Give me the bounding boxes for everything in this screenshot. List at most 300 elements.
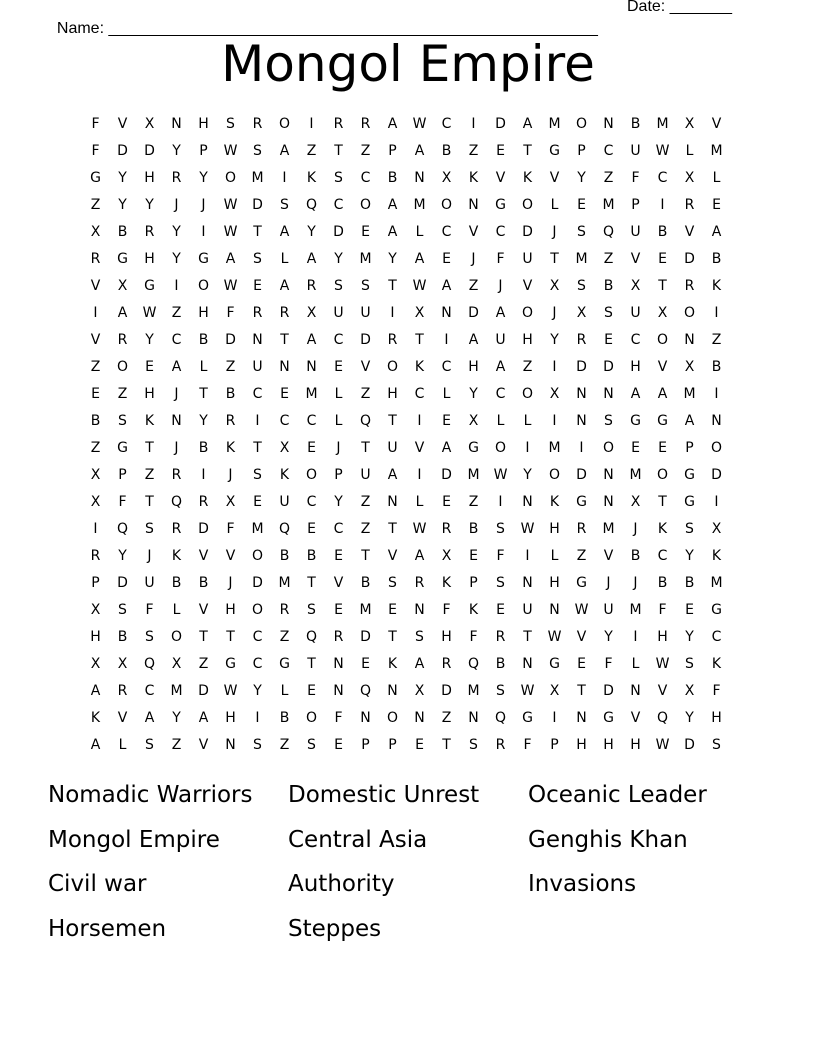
grid-letter: N: [306, 359, 317, 375]
grid-letter: Y: [145, 332, 154, 348]
grid-letter: M: [251, 521, 264, 537]
grid-letter: K: [468, 170, 479, 186]
grid-letter: B: [279, 548, 290, 564]
grid-letter: O: [197, 278, 210, 294]
grid-letter: O: [305, 467, 318, 483]
grid-letter: Y: [253, 683, 262, 699]
grid-row: [82, 165, 732, 192]
grid-row: [82, 543, 732, 570]
grid-letter: A: [522, 116, 533, 132]
grid-letter: A: [279, 143, 290, 159]
grid-letter: W: [223, 278, 238, 294]
grid-letter: M: [170, 683, 183, 699]
grid-letter: R: [495, 737, 506, 753]
grid-letter: K: [387, 656, 398, 672]
grid-letter: J: [552, 305, 557, 321]
grid-row: [82, 624, 732, 651]
grid-letter: P: [577, 143, 586, 159]
grid-letter: N: [387, 683, 398, 699]
grid-letter: U: [603, 602, 614, 618]
grid-letter: M: [359, 602, 372, 618]
grid-letter: S: [307, 602, 316, 618]
grid-letter: O: [656, 467, 669, 483]
grid-letter: R: [360, 116, 371, 132]
grid-letter: Z: [144, 467, 155, 483]
grid-letter: I: [390, 305, 395, 321]
grid-letter: C: [711, 629, 722, 645]
grid-letter: Q: [116, 521, 129, 537]
grid-letter: A: [387, 224, 398, 240]
grid-letter: F: [145, 602, 154, 618]
grid-letter: C: [252, 386, 263, 402]
grid-letter: C: [441, 359, 452, 375]
grid-letter: A: [90, 737, 101, 753]
grid-letter: A: [468, 332, 479, 348]
grid-letter: V: [495, 170, 506, 186]
grid-letter: H: [90, 629, 101, 645]
grid-row: [82, 489, 732, 516]
grid-letter: E: [442, 251, 451, 267]
grid-letter: J: [174, 197, 179, 213]
grid-letter: U: [630, 143, 641, 159]
grid-letter: F: [496, 251, 505, 267]
grid-letter: K: [225, 440, 236, 456]
grid-letter: R: [279, 602, 290, 618]
grid-letter: A: [279, 224, 290, 240]
header-fields: [48, 0, 748, 37]
grid-letter: S: [604, 413, 613, 429]
grid-letter: R: [576, 332, 587, 348]
grid-letter: D: [495, 116, 506, 132]
grid-letter: G: [630, 413, 641, 429]
grid-letter: N: [603, 116, 614, 132]
grid-letter: E: [469, 548, 478, 564]
grid-letter: U: [144, 575, 155, 591]
grid-letter: G: [711, 602, 722, 618]
grid-letter: Y: [685, 548, 694, 564]
grid-letter: A: [387, 467, 398, 483]
grid-letter: Q: [656, 710, 669, 726]
grid-letter: N: [603, 467, 614, 483]
grid-letter: K: [279, 467, 290, 483]
grid-letter: D: [333, 224, 344, 240]
grid-letter: L: [415, 494, 424, 510]
grid-letter: U: [630, 305, 641, 321]
grid-letter: B: [630, 116, 641, 132]
grid-letter: J: [201, 197, 206, 213]
grid-letter: I: [552, 413, 557, 429]
grid-letter: B: [198, 440, 209, 456]
grid-letter: J: [471, 251, 476, 267]
grid-letter: X: [414, 683, 425, 699]
grid-letter: Z: [279, 737, 290, 753]
grid-letter: H: [441, 629, 452, 645]
grid-letter: K: [441, 575, 452, 591]
grid-letter: W: [574, 602, 589, 618]
grid-letter: R: [117, 332, 128, 348]
grid-letter: A: [711, 224, 722, 240]
grid-letter: A: [198, 710, 209, 726]
grid-letter: D: [468, 305, 479, 321]
grid-letter: E: [496, 602, 505, 618]
grid-letter: Y: [118, 170, 127, 186]
grid-letter: N: [576, 413, 587, 429]
grid-letter: L: [685, 143, 694, 159]
grid-letter: S: [496, 575, 505, 591]
grid-letter: S: [361, 278, 370, 294]
grid-letter: S: [118, 602, 127, 618]
grid-letter: J: [174, 440, 179, 456]
grid-letter: X: [90, 494, 101, 510]
grid-letter: R: [171, 467, 182, 483]
grid-letter: L: [415, 224, 424, 240]
grid-letter: D: [198, 683, 209, 699]
grid-letter: Y: [307, 224, 316, 240]
grid-letter: B: [198, 575, 209, 591]
grid-letter: G: [225, 656, 236, 672]
grid-letter: A: [414, 251, 425, 267]
grid-letter: Y: [334, 251, 343, 267]
grid-letter: C: [333, 332, 344, 348]
grid-letter: O: [575, 116, 588, 132]
grid-letter: X: [549, 683, 560, 699]
grid-letter: R: [117, 683, 128, 699]
grid-letter: F: [496, 548, 505, 564]
grid-letter: N: [225, 737, 236, 753]
grid-letter: M: [710, 575, 723, 591]
grid-letter: R: [198, 494, 209, 510]
grid-letter: B: [279, 710, 290, 726]
grid-letter: O: [521, 305, 534, 321]
grid-letter: L: [118, 737, 127, 753]
grid-letter: A: [414, 656, 425, 672]
grid-letter: B: [198, 332, 209, 348]
grid-letter: L: [712, 170, 721, 186]
grid-row: [82, 381, 732, 408]
grid-letter: S: [685, 521, 694, 537]
grid-letter: Q: [467, 656, 480, 672]
grid-letter: W: [520, 683, 535, 699]
grid-letter: J: [552, 224, 557, 240]
grid-letter: X: [684, 170, 695, 186]
grid-letter: P: [388, 143, 397, 159]
grid-letter: T: [226, 629, 235, 645]
grid-letter: H: [198, 305, 209, 321]
grid-letter: W: [412, 521, 427, 537]
grid-letter: W: [655, 737, 670, 753]
grid-letter: M: [602, 521, 615, 537]
grid-letter: P: [91, 575, 100, 591]
grid-letter: Y: [550, 332, 559, 348]
grid-letter: F: [334, 710, 343, 726]
grid-letter: H: [603, 737, 614, 753]
grid-letter: N: [171, 413, 182, 429]
grid-letter: W: [655, 656, 670, 672]
grid-letter: T: [577, 683, 586, 699]
grid-letter: M: [710, 143, 723, 159]
grid-letter: E: [334, 602, 343, 618]
grid-letter: B: [684, 575, 695, 591]
grid-letter: I: [282, 170, 287, 186]
grid-letter: L: [550, 548, 559, 564]
grid-letter: G: [603, 710, 614, 726]
grid-row: [82, 273, 732, 300]
grid-letter: N: [414, 170, 425, 186]
grid-letter: R: [576, 521, 587, 537]
grid-letter: F: [712, 683, 721, 699]
grid-letter: F: [631, 170, 640, 186]
grid-letter: G: [684, 467, 695, 483]
grid-letter: T: [253, 440, 262, 456]
grid-letter: O: [683, 305, 696, 321]
grid-letter: R: [90, 251, 101, 267]
grid-letter: X: [144, 116, 155, 132]
grid-letter: Y: [334, 494, 343, 510]
grid-letter: X: [306, 305, 317, 321]
word-list-item: Authority: [288, 871, 395, 897]
grid-letter: W: [223, 224, 238, 240]
grid-letter: T: [388, 413, 397, 429]
grid-letter: G: [468, 440, 479, 456]
grid-letter: A: [441, 278, 452, 294]
grid-letter: H: [225, 602, 236, 618]
grid-letter: Y: [118, 197, 127, 213]
grid-letter: A: [306, 251, 317, 267]
grid-letter: I: [714, 386, 719, 402]
grid-letter: T: [361, 440, 370, 456]
grid-letter: D: [576, 467, 587, 483]
grid-letter: G: [495, 197, 506, 213]
grid-letter: D: [252, 575, 263, 591]
grid-letter: E: [685, 602, 694, 618]
grid-letter: Y: [145, 197, 154, 213]
grid-letter: X: [117, 278, 128, 294]
grid-letter: L: [334, 413, 343, 429]
grid-letter: N: [468, 197, 479, 213]
grid-letter: A: [279, 278, 290, 294]
grid-letter: S: [496, 683, 505, 699]
grid-letter: P: [334, 467, 343, 483]
grid-letter: V: [198, 737, 209, 753]
word-list-item: Civil war: [48, 871, 147, 897]
grid-letter: X: [441, 548, 452, 564]
grid-letter: C: [630, 332, 641, 348]
grid-letter: V: [198, 548, 209, 564]
grid-letter: B: [90, 413, 101, 429]
grid-letter: N: [387, 494, 398, 510]
grid-letter: O: [116, 359, 129, 375]
grid-letter: R: [684, 278, 695, 294]
grid-letter: E: [253, 278, 262, 294]
grid-letter: U: [522, 602, 533, 618]
grid-letter: J: [336, 440, 341, 456]
grid-letter: N: [603, 494, 614, 510]
grid-letter: C: [306, 494, 317, 510]
grid-letter: B: [603, 278, 614, 294]
grid-letter: V: [549, 170, 560, 186]
grid-letter: Z: [171, 305, 182, 321]
grid-letter: Q: [359, 683, 372, 699]
grid-letter: P: [361, 737, 370, 753]
grid-letter: C: [495, 224, 506, 240]
grid-letter: Q: [170, 494, 183, 510]
grid-letter: J: [498, 278, 503, 294]
grid-letter: E: [280, 386, 289, 402]
grid-letter: E: [307, 683, 316, 699]
grid-row: [82, 435, 732, 462]
grid-letter: I: [714, 494, 719, 510]
grid-row: [82, 219, 732, 246]
grid-letter: J: [228, 575, 233, 591]
grid-letter: V: [414, 440, 425, 456]
grid-letter: I: [309, 116, 314, 132]
grid-letter: R: [387, 332, 398, 348]
word-list-item: Mongol Empire: [48, 826, 220, 853]
grid-letter: O: [386, 359, 399, 375]
grid-letter: O: [170, 629, 183, 645]
grid-letter: A: [414, 548, 425, 564]
grid-letter: Z: [360, 521, 371, 537]
grid-letter: O: [521, 386, 534, 402]
grid-letter: J: [633, 521, 638, 537]
grid-letter: K: [468, 602, 479, 618]
grid-letter: X: [684, 683, 695, 699]
grid-letter: S: [118, 413, 127, 429]
grid-letter: I: [417, 413, 422, 429]
grid-row: [82, 300, 732, 327]
grid-letter: V: [333, 575, 344, 591]
grid-letter: L: [631, 656, 640, 672]
grid-letter: O: [602, 440, 615, 456]
grid-letter: M: [251, 170, 264, 186]
grid-letter: T: [388, 521, 397, 537]
grid-letter: O: [494, 440, 507, 456]
grid-letter: K: [711, 548, 722, 564]
grid-letter: X: [414, 305, 425, 321]
grid-letter: X: [225, 494, 236, 510]
grid-letter: D: [684, 251, 695, 267]
grid-letter: D: [603, 359, 614, 375]
grid-letter: D: [198, 521, 209, 537]
grid-letter: C: [252, 629, 263, 645]
grid-letter: N: [576, 386, 587, 402]
grid-letter: Z: [360, 386, 371, 402]
grid-letter: E: [91, 386, 100, 402]
grid-letter: Z: [90, 197, 101, 213]
word-list-item: Invasions: [528, 871, 637, 897]
grid-letter: P: [631, 197, 640, 213]
grid-letter: T: [415, 332, 424, 348]
grid-letter: G: [198, 251, 209, 267]
grid-letter: U: [630, 224, 641, 240]
grid-letter: V: [630, 251, 641, 267]
grid-letter: H: [549, 575, 560, 591]
word-list-item: Oceanic Leader: [528, 782, 707, 808]
grid-letter: C: [441, 224, 452, 240]
grid-letter: R: [495, 629, 506, 645]
grid-letter: B: [657, 575, 668, 591]
grid-letter: W: [412, 278, 427, 294]
grid-letter: Q: [305, 197, 318, 213]
letter-grid: [82, 111, 732, 759]
grid-letter: S: [145, 737, 154, 753]
grid-letter: E: [334, 548, 343, 564]
grid-letter: B: [360, 575, 371, 591]
grid-letter: I: [444, 332, 449, 348]
grid-letter: O: [386, 710, 399, 726]
grid-letter: H: [468, 359, 479, 375]
name-field: Name: _______________________________________________________: [56, 20, 598, 37]
grid-letter: L: [280, 251, 289, 267]
grid-letter: O: [656, 332, 669, 348]
grid-letter: Q: [602, 224, 615, 240]
grid-letter: G: [549, 143, 560, 159]
grid-letter: W: [655, 143, 670, 159]
grid-row: [82, 246, 732, 273]
grid-letter: P: [388, 737, 397, 753]
grid-letter: P: [550, 737, 559, 753]
grid-letter: T: [523, 143, 532, 159]
grid-letter: H: [387, 386, 398, 402]
grid-letter: N: [684, 332, 695, 348]
grid-letter: I: [525, 440, 530, 456]
grid-letter: F: [226, 521, 235, 537]
grid-letter: D: [117, 575, 128, 591]
grid-letter: Z: [360, 494, 371, 510]
grid-letter: A: [171, 359, 182, 375]
grid-letter: S: [388, 575, 397, 591]
grid-letter: Y: [172, 224, 181, 240]
grid-letter: H: [630, 737, 641, 753]
grid-letter: J: [606, 575, 611, 591]
grid-letter: M: [602, 197, 615, 213]
grid-letter: X: [630, 278, 641, 294]
grid-letter: A: [144, 710, 155, 726]
grid-letter: S: [712, 737, 721, 753]
grid-letter: V: [657, 683, 668, 699]
grid-letter: B: [495, 656, 506, 672]
grid-letter: X: [657, 305, 668, 321]
grid-letter: C: [333, 197, 344, 213]
grid-letter: K: [711, 278, 722, 294]
grid-letter: S: [253, 143, 262, 159]
grid-letter: V: [225, 548, 236, 564]
grid-letter: B: [117, 224, 128, 240]
grid-letter: Z: [603, 251, 614, 267]
grid-letter: G: [657, 413, 668, 429]
grid-letter: T: [334, 143, 343, 159]
grid-letter: I: [579, 440, 584, 456]
grid-letter: R: [225, 413, 236, 429]
date-field: Date: _______: [627, 0, 732, 15]
grid-letter: O: [305, 710, 318, 726]
grid-letter: C: [495, 386, 506, 402]
grid-letter: L: [496, 413, 505, 429]
grid-letter: W: [142, 305, 157, 321]
grid-letter: G: [90, 170, 101, 186]
grid-letter: S: [334, 170, 343, 186]
grid-letter: T: [307, 575, 316, 591]
grid-row: [82, 111, 732, 138]
grid-letter: U: [279, 494, 290, 510]
grid-letter: T: [253, 224, 262, 240]
grid-letter: M: [467, 467, 480, 483]
grid-letter: Z: [522, 359, 533, 375]
grid-row: [82, 327, 732, 354]
grid-letter: R: [171, 521, 182, 537]
grid-letter: Y: [199, 413, 208, 429]
grid-letter: I: [201, 467, 206, 483]
